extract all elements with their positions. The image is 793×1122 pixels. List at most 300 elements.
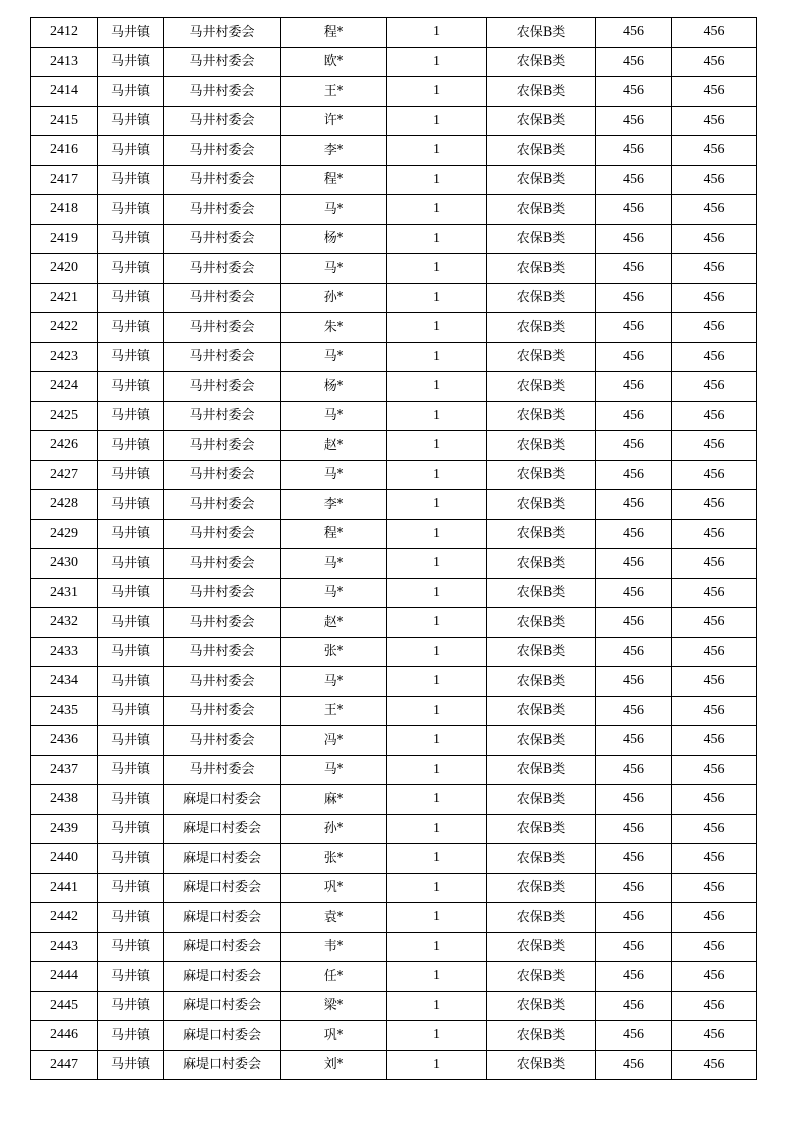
town-cell: 马井镇: [98, 342, 164, 372]
town-cell: 马井镇: [98, 313, 164, 343]
name-cell: 张*: [281, 637, 387, 667]
standard-amount-cell: 456: [596, 932, 672, 962]
village-committee-cell: 麻堤口村委会: [164, 1021, 281, 1051]
name-cell: 巩*: [281, 1021, 387, 1051]
count-cell: 1: [387, 785, 487, 815]
category-cell: 农保B类: [487, 903, 596, 933]
name-cell: 任*: [281, 962, 387, 992]
town-cell: 马井镇: [98, 962, 164, 992]
standard-amount-cell: 456: [596, 431, 672, 461]
serial-number-cell: 2428: [31, 490, 98, 520]
category-cell: 农保B类: [487, 313, 596, 343]
category-cell: 农保B类: [487, 844, 596, 874]
serial-number-cell: 2429: [31, 519, 98, 549]
paid-amount-cell: 456: [672, 578, 757, 608]
serial-number-cell: 2419: [31, 224, 98, 254]
town-cell: 马井镇: [98, 254, 164, 284]
table-row: [31, 903, 757, 933]
table-row: [31, 165, 757, 195]
serial-number-cell: 2431: [31, 578, 98, 608]
table-row: [31, 873, 757, 903]
paid-amount-cell: 456: [672, 165, 757, 195]
table-row: [31, 844, 757, 874]
category-cell: 农保B类: [487, 549, 596, 579]
table-row: [31, 47, 757, 77]
category-cell: 农保B类: [487, 254, 596, 284]
table-row: [31, 460, 757, 490]
paid-amount-cell: 456: [672, 47, 757, 77]
category-cell: 农保B类: [487, 608, 596, 638]
table-row: [31, 195, 757, 225]
serial-number-cell: 2437: [31, 755, 98, 785]
paid-amount-cell: 456: [672, 460, 757, 490]
name-cell: 许*: [281, 106, 387, 136]
serial-number-cell: 2418: [31, 195, 98, 225]
village-committee-cell: 马井村委会: [164, 165, 281, 195]
count-cell: 1: [387, 755, 487, 785]
name-cell: 李*: [281, 136, 387, 166]
beneficiary-table: [30, 17, 757, 1080]
village-committee-cell: 马井村委会: [164, 401, 281, 431]
serial-number-cell: 2413: [31, 47, 98, 77]
town-cell: 马井镇: [98, 608, 164, 638]
standard-amount-cell: 456: [596, 755, 672, 785]
category-cell: 农保B类: [487, 1021, 596, 1051]
paid-amount-cell: 456: [672, 283, 757, 313]
paid-amount-cell: 456: [672, 873, 757, 903]
name-cell: 马*: [281, 401, 387, 431]
serial-number-cell: 2416: [31, 136, 98, 166]
village-committee-cell: 马井村委会: [164, 549, 281, 579]
name-cell: 欧*: [281, 47, 387, 77]
category-cell: 农保B类: [487, 696, 596, 726]
table-row: [31, 372, 757, 402]
town-cell: 马井镇: [98, 1050, 164, 1080]
count-cell: 1: [387, 844, 487, 874]
table-row: [31, 785, 757, 815]
town-cell: 马井镇: [98, 431, 164, 461]
village-committee-cell: 马井村委会: [164, 519, 281, 549]
count-cell: 1: [387, 372, 487, 402]
town-cell: 马井镇: [98, 903, 164, 933]
category-cell: 农保B类: [487, 932, 596, 962]
count-cell: 1: [387, 165, 487, 195]
town-cell: 马井镇: [98, 578, 164, 608]
table-row: [31, 1050, 757, 1080]
count-cell: 1: [387, 814, 487, 844]
paid-amount-cell: 456: [672, 726, 757, 756]
count-cell: 1: [387, 401, 487, 431]
paid-amount-cell: 456: [672, 785, 757, 815]
serial-number-cell: 2439: [31, 814, 98, 844]
count-cell: 1: [387, 962, 487, 992]
paid-amount-cell: 456: [672, 962, 757, 992]
name-cell: 杨*: [281, 372, 387, 402]
name-cell: 马*: [281, 549, 387, 579]
standard-amount-cell: 456: [596, 18, 672, 48]
table-row: [31, 136, 757, 166]
count-cell: 1: [387, 18, 487, 48]
category-cell: 农保B类: [487, 342, 596, 372]
count-cell: 1: [387, 224, 487, 254]
standard-amount-cell: 456: [596, 608, 672, 638]
standard-amount-cell: 456: [596, 1021, 672, 1051]
serial-number-cell: 2442: [31, 903, 98, 933]
table-row: [31, 283, 757, 313]
table-row: [31, 1021, 757, 1051]
village-committee-cell: 麻堤口村委会: [164, 991, 281, 1021]
paid-amount-cell: 456: [672, 372, 757, 402]
paid-amount-cell: 456: [672, 490, 757, 520]
standard-amount-cell: 456: [596, 578, 672, 608]
village-committee-cell: 麻堤口村委会: [164, 814, 281, 844]
name-cell: 程*: [281, 165, 387, 195]
table-row: [31, 18, 757, 48]
town-cell: 马井镇: [98, 755, 164, 785]
count-cell: 1: [387, 726, 487, 756]
town-cell: 马井镇: [98, 844, 164, 874]
standard-amount-cell: 456: [596, 903, 672, 933]
name-cell: 朱*: [281, 313, 387, 343]
standard-amount-cell: 456: [596, 136, 672, 166]
serial-number-cell: 2423: [31, 342, 98, 372]
name-cell: 孙*: [281, 814, 387, 844]
count-cell: 1: [387, 991, 487, 1021]
village-committee-cell: 麻堤口村委会: [164, 932, 281, 962]
count-cell: 1: [387, 1021, 487, 1051]
standard-amount-cell: 456: [596, 195, 672, 225]
paid-amount-cell: 456: [672, 342, 757, 372]
village-committee-cell: 马井村委会: [164, 195, 281, 225]
paid-amount-cell: 456: [672, 608, 757, 638]
standard-amount-cell: 456: [596, 372, 672, 402]
standard-amount-cell: 456: [596, 962, 672, 992]
count-cell: 1: [387, 342, 487, 372]
count-cell: 1: [387, 313, 487, 343]
serial-number-cell: 2430: [31, 549, 98, 579]
paid-amount-cell: 456: [672, 696, 757, 726]
category-cell: 农保B类: [487, 136, 596, 166]
village-committee-cell: 马井村委会: [164, 18, 281, 48]
table-row: [31, 696, 757, 726]
category-cell: 农保B类: [487, 460, 596, 490]
name-cell: 梁*: [281, 991, 387, 1021]
town-cell: 马井镇: [98, 460, 164, 490]
village-committee-cell: 马井村委会: [164, 283, 281, 313]
village-committee-cell: 麻堤口村委会: [164, 962, 281, 992]
standard-amount-cell: 456: [596, 47, 672, 77]
table-row: [31, 932, 757, 962]
category-cell: 农保B类: [487, 431, 596, 461]
village-committee-cell: 马井村委会: [164, 254, 281, 284]
standard-amount-cell: 456: [596, 401, 672, 431]
category-cell: 农保B类: [487, 47, 596, 77]
town-cell: 马井镇: [98, 77, 164, 107]
category-cell: 农保B类: [487, 224, 596, 254]
village-committee-cell: 马井村委会: [164, 696, 281, 726]
standard-amount-cell: 456: [596, 283, 672, 313]
name-cell: 马*: [281, 342, 387, 372]
standard-amount-cell: 456: [596, 726, 672, 756]
category-cell: 农保B类: [487, 1050, 596, 1080]
town-cell: 马井镇: [98, 785, 164, 815]
town-cell: 马井镇: [98, 932, 164, 962]
count-cell: 1: [387, 283, 487, 313]
table-row: [31, 254, 757, 284]
name-cell: 张*: [281, 844, 387, 874]
name-cell: 马*: [281, 755, 387, 785]
village-committee-cell: 马井村委会: [164, 77, 281, 107]
serial-number-cell: 2446: [31, 1021, 98, 1051]
name-cell: 马*: [281, 667, 387, 697]
serial-number-cell: 2422: [31, 313, 98, 343]
count-cell: 1: [387, 873, 487, 903]
standard-amount-cell: 456: [596, 1050, 672, 1080]
standard-amount-cell: 456: [596, 549, 672, 579]
serial-number-cell: 2440: [31, 844, 98, 874]
serial-number-cell: 2412: [31, 18, 98, 48]
town-cell: 马井镇: [98, 106, 164, 136]
category-cell: 农保B类: [487, 77, 596, 107]
category-cell: 农保B类: [487, 785, 596, 815]
category-cell: 农保B类: [487, 873, 596, 903]
village-committee-cell: 马井村委会: [164, 106, 281, 136]
standard-amount-cell: 456: [596, 313, 672, 343]
paid-amount-cell: 456: [672, 254, 757, 284]
category-cell: 农保B类: [487, 991, 596, 1021]
paid-amount-cell: 456: [672, 637, 757, 667]
village-committee-cell: 马井村委会: [164, 608, 281, 638]
paid-amount-cell: 456: [672, 77, 757, 107]
count-cell: 1: [387, 696, 487, 726]
table-row: [31, 755, 757, 785]
category-cell: 农保B类: [487, 814, 596, 844]
name-cell: 刘*: [281, 1050, 387, 1080]
count-cell: 1: [387, 106, 487, 136]
category-cell: 农保B类: [487, 578, 596, 608]
village-committee-cell: 马井村委会: [164, 667, 281, 697]
town-cell: 马井镇: [98, 283, 164, 313]
village-committee-cell: 麻堤口村委会: [164, 873, 281, 903]
village-committee-cell: 麻堤口村委会: [164, 903, 281, 933]
name-cell: 孙*: [281, 283, 387, 313]
name-cell: 杨*: [281, 224, 387, 254]
count-cell: 1: [387, 195, 487, 225]
category-cell: 农保B类: [487, 195, 596, 225]
name-cell: 赵*: [281, 608, 387, 638]
name-cell: 冯*: [281, 726, 387, 756]
paid-amount-cell: 456: [672, 431, 757, 461]
name-cell: 袁*: [281, 903, 387, 933]
serial-number-cell: 2415: [31, 106, 98, 136]
serial-number-cell: 2421: [31, 283, 98, 313]
town-cell: 马井镇: [98, 372, 164, 402]
table-row: [31, 77, 757, 107]
village-committee-cell: 马井村委会: [164, 47, 281, 77]
standard-amount-cell: 456: [596, 224, 672, 254]
category-cell: 农保B类: [487, 519, 596, 549]
standard-amount-cell: 456: [596, 77, 672, 107]
count-cell: 1: [387, 490, 487, 520]
table-row: [31, 991, 757, 1021]
standard-amount-cell: 456: [596, 637, 672, 667]
table-row: [31, 431, 757, 461]
table-body: [31, 18, 757, 1080]
town-cell: 马井镇: [98, 696, 164, 726]
count-cell: 1: [387, 932, 487, 962]
category-cell: 农保B类: [487, 106, 596, 136]
category-cell: 农保B类: [487, 490, 596, 520]
village-committee-cell: 马井村委会: [164, 637, 281, 667]
serial-number-cell: 2414: [31, 77, 98, 107]
serial-number-cell: 2424: [31, 372, 98, 402]
standard-amount-cell: 456: [596, 165, 672, 195]
standard-amount-cell: 456: [596, 814, 672, 844]
town-cell: 马井镇: [98, 18, 164, 48]
serial-number-cell: 2426: [31, 431, 98, 461]
town-cell: 马井镇: [98, 991, 164, 1021]
town-cell: 马井镇: [98, 136, 164, 166]
serial-number-cell: 2444: [31, 962, 98, 992]
paid-amount-cell: 456: [672, 519, 757, 549]
category-cell: 农保B类: [487, 165, 596, 195]
table-row: [31, 962, 757, 992]
table-row: [31, 342, 757, 372]
town-cell: 马井镇: [98, 195, 164, 225]
name-cell: 程*: [281, 519, 387, 549]
table-row: [31, 608, 757, 638]
paid-amount-cell: 456: [672, 903, 757, 933]
paid-amount-cell: 456: [672, 106, 757, 136]
village-committee-cell: 马井村委会: [164, 578, 281, 608]
village-committee-cell: 马井村委会: [164, 372, 281, 402]
count-cell: 1: [387, 608, 487, 638]
town-cell: 马井镇: [98, 549, 164, 579]
town-cell: 马井镇: [98, 814, 164, 844]
table-row: [31, 549, 757, 579]
town-cell: 马井镇: [98, 667, 164, 697]
village-committee-cell: 马井村委会: [164, 726, 281, 756]
village-committee-cell: 马井村委会: [164, 313, 281, 343]
table-row: [31, 106, 757, 136]
count-cell: 1: [387, 460, 487, 490]
table-row: [31, 490, 757, 520]
town-cell: 马井镇: [98, 401, 164, 431]
table-row: [31, 814, 757, 844]
standard-amount-cell: 456: [596, 667, 672, 697]
town-cell: 马井镇: [98, 637, 164, 667]
serial-number-cell: 2433: [31, 637, 98, 667]
category-cell: 农保B类: [487, 637, 596, 667]
town-cell: 马井镇: [98, 519, 164, 549]
town-cell: 马井镇: [98, 165, 164, 195]
count-cell: 1: [387, 431, 487, 461]
name-cell: 王*: [281, 77, 387, 107]
standard-amount-cell: 456: [596, 873, 672, 903]
standard-amount-cell: 456: [596, 991, 672, 1021]
serial-number-cell: 2434: [31, 667, 98, 697]
village-committee-cell: 马井村委会: [164, 342, 281, 372]
paid-amount-cell: 456: [672, 18, 757, 48]
name-cell: 韦*: [281, 932, 387, 962]
table-row: [31, 401, 757, 431]
town-cell: 马井镇: [98, 224, 164, 254]
category-cell: 农保B类: [487, 401, 596, 431]
name-cell: 马*: [281, 460, 387, 490]
standard-amount-cell: 456: [596, 460, 672, 490]
serial-number-cell: 2427: [31, 460, 98, 490]
standard-amount-cell: 456: [596, 696, 672, 726]
count-cell: 1: [387, 77, 487, 107]
category-cell: 农保B类: [487, 755, 596, 785]
name-cell: 巩*: [281, 873, 387, 903]
serial-number-cell: 2435: [31, 696, 98, 726]
paid-amount-cell: 456: [672, 136, 757, 166]
count-cell: 1: [387, 637, 487, 667]
village-committee-cell: 麻堤口村委会: [164, 785, 281, 815]
count-cell: 1: [387, 47, 487, 77]
paid-amount-cell: 456: [672, 932, 757, 962]
category-cell: 农保B类: [487, 962, 596, 992]
town-cell: 马井镇: [98, 47, 164, 77]
standard-amount-cell: 456: [596, 490, 672, 520]
category-cell: 农保B类: [487, 372, 596, 402]
table-row: [31, 313, 757, 343]
paid-amount-cell: 456: [672, 401, 757, 431]
name-cell: 马*: [281, 254, 387, 284]
category-cell: 农保B类: [487, 283, 596, 313]
standard-amount-cell: 456: [596, 254, 672, 284]
table-row: [31, 224, 757, 254]
paid-amount-cell: 456: [672, 667, 757, 697]
village-committee-cell: 马井村委会: [164, 431, 281, 461]
standard-amount-cell: 456: [596, 785, 672, 815]
paid-amount-cell: 456: [672, 195, 757, 225]
village-committee-cell: 麻堤口村委会: [164, 844, 281, 874]
village-committee-cell: 马井村委会: [164, 460, 281, 490]
village-committee-cell: 马井村委会: [164, 136, 281, 166]
standard-amount-cell: 456: [596, 519, 672, 549]
paid-amount-cell: 456: [672, 224, 757, 254]
serial-number-cell: 2432: [31, 608, 98, 638]
serial-number-cell: 2420: [31, 254, 98, 284]
paid-amount-cell: 456: [672, 549, 757, 579]
table-row: [31, 667, 757, 697]
village-committee-cell: 马井村委会: [164, 755, 281, 785]
serial-number-cell: 2417: [31, 165, 98, 195]
table-row: [31, 578, 757, 608]
paid-amount-cell: 456: [672, 844, 757, 874]
serial-number-cell: 2447: [31, 1050, 98, 1080]
standard-amount-cell: 456: [596, 844, 672, 874]
serial-number-cell: 2441: [31, 873, 98, 903]
serial-number-cell: 2445: [31, 991, 98, 1021]
category-cell: 农保B类: [487, 726, 596, 756]
count-cell: 1: [387, 1050, 487, 1080]
count-cell: 1: [387, 578, 487, 608]
table-row: [31, 726, 757, 756]
table-row: [31, 637, 757, 667]
village-committee-cell: 麻堤口村委会: [164, 1050, 281, 1080]
standard-amount-cell: 456: [596, 342, 672, 372]
name-cell: 王*: [281, 696, 387, 726]
paid-amount-cell: 456: [672, 1021, 757, 1051]
name-cell: 李*: [281, 490, 387, 520]
serial-number-cell: 2425: [31, 401, 98, 431]
name-cell: 程*: [281, 18, 387, 48]
category-cell: 农保B类: [487, 667, 596, 697]
paid-amount-cell: 456: [672, 814, 757, 844]
